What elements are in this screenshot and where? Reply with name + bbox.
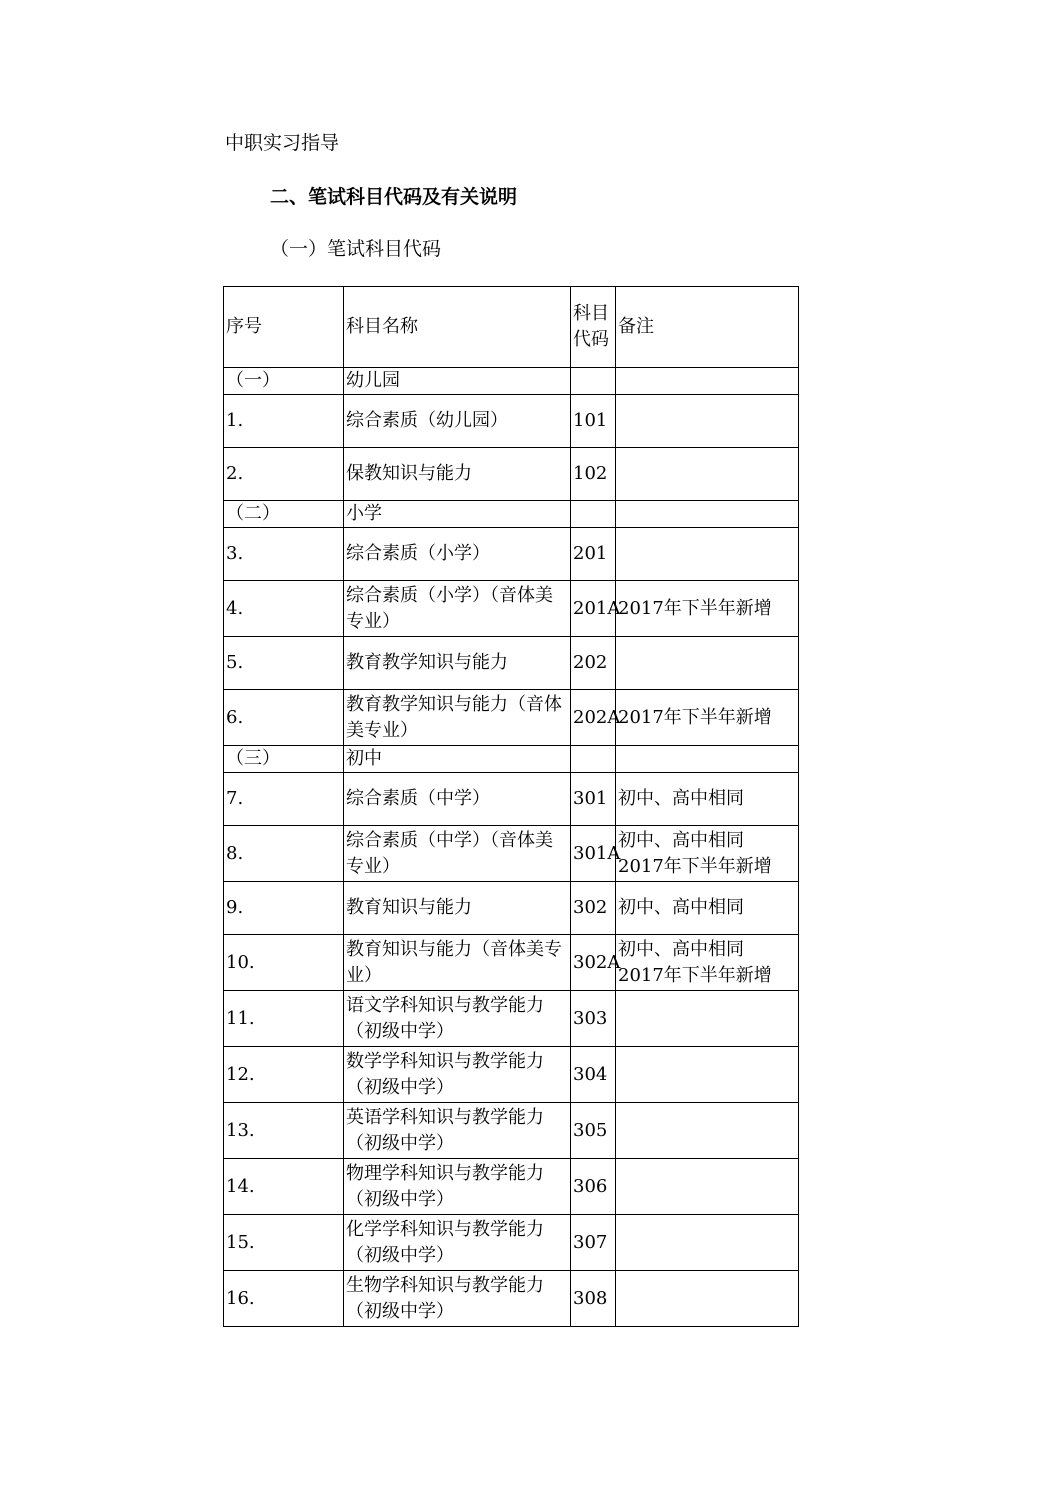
row-note: [616, 935, 799, 991]
table-row: [224, 1159, 799, 1215]
row-note-line1: 初中、高中相同: [618, 788, 744, 809]
table-row: [224, 991, 799, 1047]
row-subject-code: [571, 368, 616, 395]
header-code: [571, 287, 616, 368]
row-subject-name: 物理学科知识与教学能力（初级中学）: [344, 1159, 571, 1215]
row-subject-code: [571, 746, 616, 773]
row-subject-code: 302A: [571, 935, 616, 991]
row-seq: 1.: [224, 395, 344, 448]
table-row: [224, 528, 799, 581]
row-note: [616, 991, 799, 1047]
header-code-line2: 代码: [573, 329, 609, 350]
row-note: [616, 1159, 799, 1215]
row-note: [616, 528, 799, 581]
row-seq: （三）: [224, 746, 344, 773]
row-seq: 4.: [224, 581, 344, 637]
header-seq: 序号: [224, 287, 344, 368]
row-subject-code: 202: [571, 637, 616, 690]
row-subject-code: 301: [571, 773, 616, 826]
row-seq: 11.: [224, 991, 344, 1047]
row-subject-name: 综合素质（小学）: [344, 528, 571, 581]
row-subject-code: 201: [571, 528, 616, 581]
row-seq: 12.: [224, 1047, 344, 1103]
row-note: [616, 773, 799, 826]
table-row: [224, 935, 799, 991]
table-group-row: [224, 746, 799, 773]
row-subject-name: 幼儿园: [344, 368, 571, 395]
row-note: [616, 1271, 799, 1327]
row-subject-name: 初中: [344, 746, 571, 773]
table-row: [224, 690, 799, 746]
subject-code-table: [223, 286, 799, 1327]
row-seq: 7.: [224, 773, 344, 826]
row-subject-code: 304: [571, 1047, 616, 1103]
row-subject-code: 101: [571, 395, 616, 448]
row-subject-name: 化学学科知识与教学能力（初级中学）: [344, 1215, 571, 1271]
row-seq: 9.: [224, 882, 344, 935]
row-seq: 15.: [224, 1215, 344, 1271]
row-seq: 16.: [224, 1271, 344, 1327]
row-subject-name: 数学学科知识与教学能力（初级中学）: [344, 1047, 571, 1103]
table-row: [224, 395, 799, 448]
row-subject-code: 202A: [571, 690, 616, 746]
row-note-line2: 2017年下半年新增: [618, 855, 772, 877]
row-seq: （二）: [224, 501, 344, 528]
row-subject-name: 教育教学知识与能力（音体美专业）: [344, 690, 571, 746]
row-subject-name: 教育知识与能力: [344, 882, 571, 935]
row-subject-name: 综合素质（幼儿园）: [344, 395, 571, 448]
row-subject-name: 小学: [344, 501, 571, 528]
row-note: [616, 1103, 799, 1159]
row-subject-code: 307: [571, 1215, 616, 1271]
row-subject-name: 综合素质（中学）（音体美专业）: [344, 826, 571, 882]
table-row: [224, 1103, 799, 1159]
row-note-line1: 2017年下半年新增: [618, 597, 772, 619]
row-seq: 6.: [224, 690, 344, 746]
page-header-text: 中职实习指导: [225, 132, 340, 154]
header-name: 科目名称: [344, 287, 571, 368]
row-seq: 2.: [224, 448, 344, 501]
row-note: [616, 826, 799, 882]
row-subject-name: 英语学科知识与教学能力（初级中学）: [344, 1103, 571, 1159]
row-subject-code: 301A: [571, 826, 616, 882]
table-row: [224, 882, 799, 935]
row-note-line2: 2017年下半年新增: [618, 964, 772, 986]
row-subject-name: 语文学科知识与教学能力（初级中学）: [344, 991, 571, 1047]
row-seq: 5.: [224, 637, 344, 690]
row-note-line1: 2017年下半年新增: [618, 706, 772, 728]
row-note: [616, 882, 799, 935]
row-subject-code: 303: [571, 991, 616, 1047]
row-note-line1: 初中、高中相同: [618, 897, 744, 918]
row-subject-code: [571, 501, 616, 528]
header-note: 备注: [616, 287, 799, 368]
row-subject-name: 教育教学知识与能力: [344, 637, 571, 690]
table-row: [224, 637, 799, 690]
row-note: [616, 1047, 799, 1103]
row-note: [616, 501, 799, 528]
header-code-line1: 科目: [573, 303, 609, 324]
table-row: [224, 1215, 799, 1271]
section-title: 二、笔试科目代码及有关说明: [270, 186, 518, 208]
row-seq: 10.: [224, 935, 344, 991]
row-note: [616, 690, 799, 746]
row-note: [616, 746, 799, 773]
row-note: [616, 1215, 799, 1271]
row-note: [616, 581, 799, 637]
row-subject-name: 生物学科知识与教学能力（初级中学）: [344, 1271, 571, 1327]
row-subject-code: 305: [571, 1103, 616, 1159]
row-subject-name: 综合素质（中学）: [344, 773, 571, 826]
row-subject-code: 201A: [571, 581, 616, 637]
row-seq: 13.: [224, 1103, 344, 1159]
table-row: [224, 1047, 799, 1103]
row-subject-name: 综合素质（小学）（音体美专业）: [344, 581, 571, 637]
table-group-row: [224, 501, 799, 528]
table-row: [224, 773, 799, 826]
row-subject-code: 306: [571, 1159, 616, 1215]
row-subject-name: 保教知识与能力: [344, 448, 571, 501]
row-seq: 8.: [224, 826, 344, 882]
row-subject-name: 教育知识与能力（音体美专业）: [344, 935, 571, 991]
row-note: [616, 395, 799, 448]
row-seq: 3.: [224, 528, 344, 581]
table-row: [224, 826, 799, 882]
row-note-line1: 初中、高中相同: [618, 829, 744, 851]
row-note: [616, 368, 799, 395]
row-note-line1: 初中、高中相同: [618, 938, 744, 960]
row-seq: （一）: [224, 368, 344, 395]
subject-code-table-body: [224, 287, 799, 1327]
row-note: [616, 637, 799, 690]
table-row: [224, 581, 799, 637]
table-group-row: [224, 368, 799, 395]
subsection-title: （一）笔试科目代码: [270, 238, 442, 260]
row-note: [616, 448, 799, 501]
table-row: [224, 1271, 799, 1327]
row-subject-code: 308: [571, 1271, 616, 1327]
row-subject-code: 102: [571, 448, 616, 501]
table-row: [224, 448, 799, 501]
row-subject-code: 302: [571, 882, 616, 935]
table-header-row: [224, 287, 799, 368]
row-seq: 14.: [224, 1159, 344, 1215]
